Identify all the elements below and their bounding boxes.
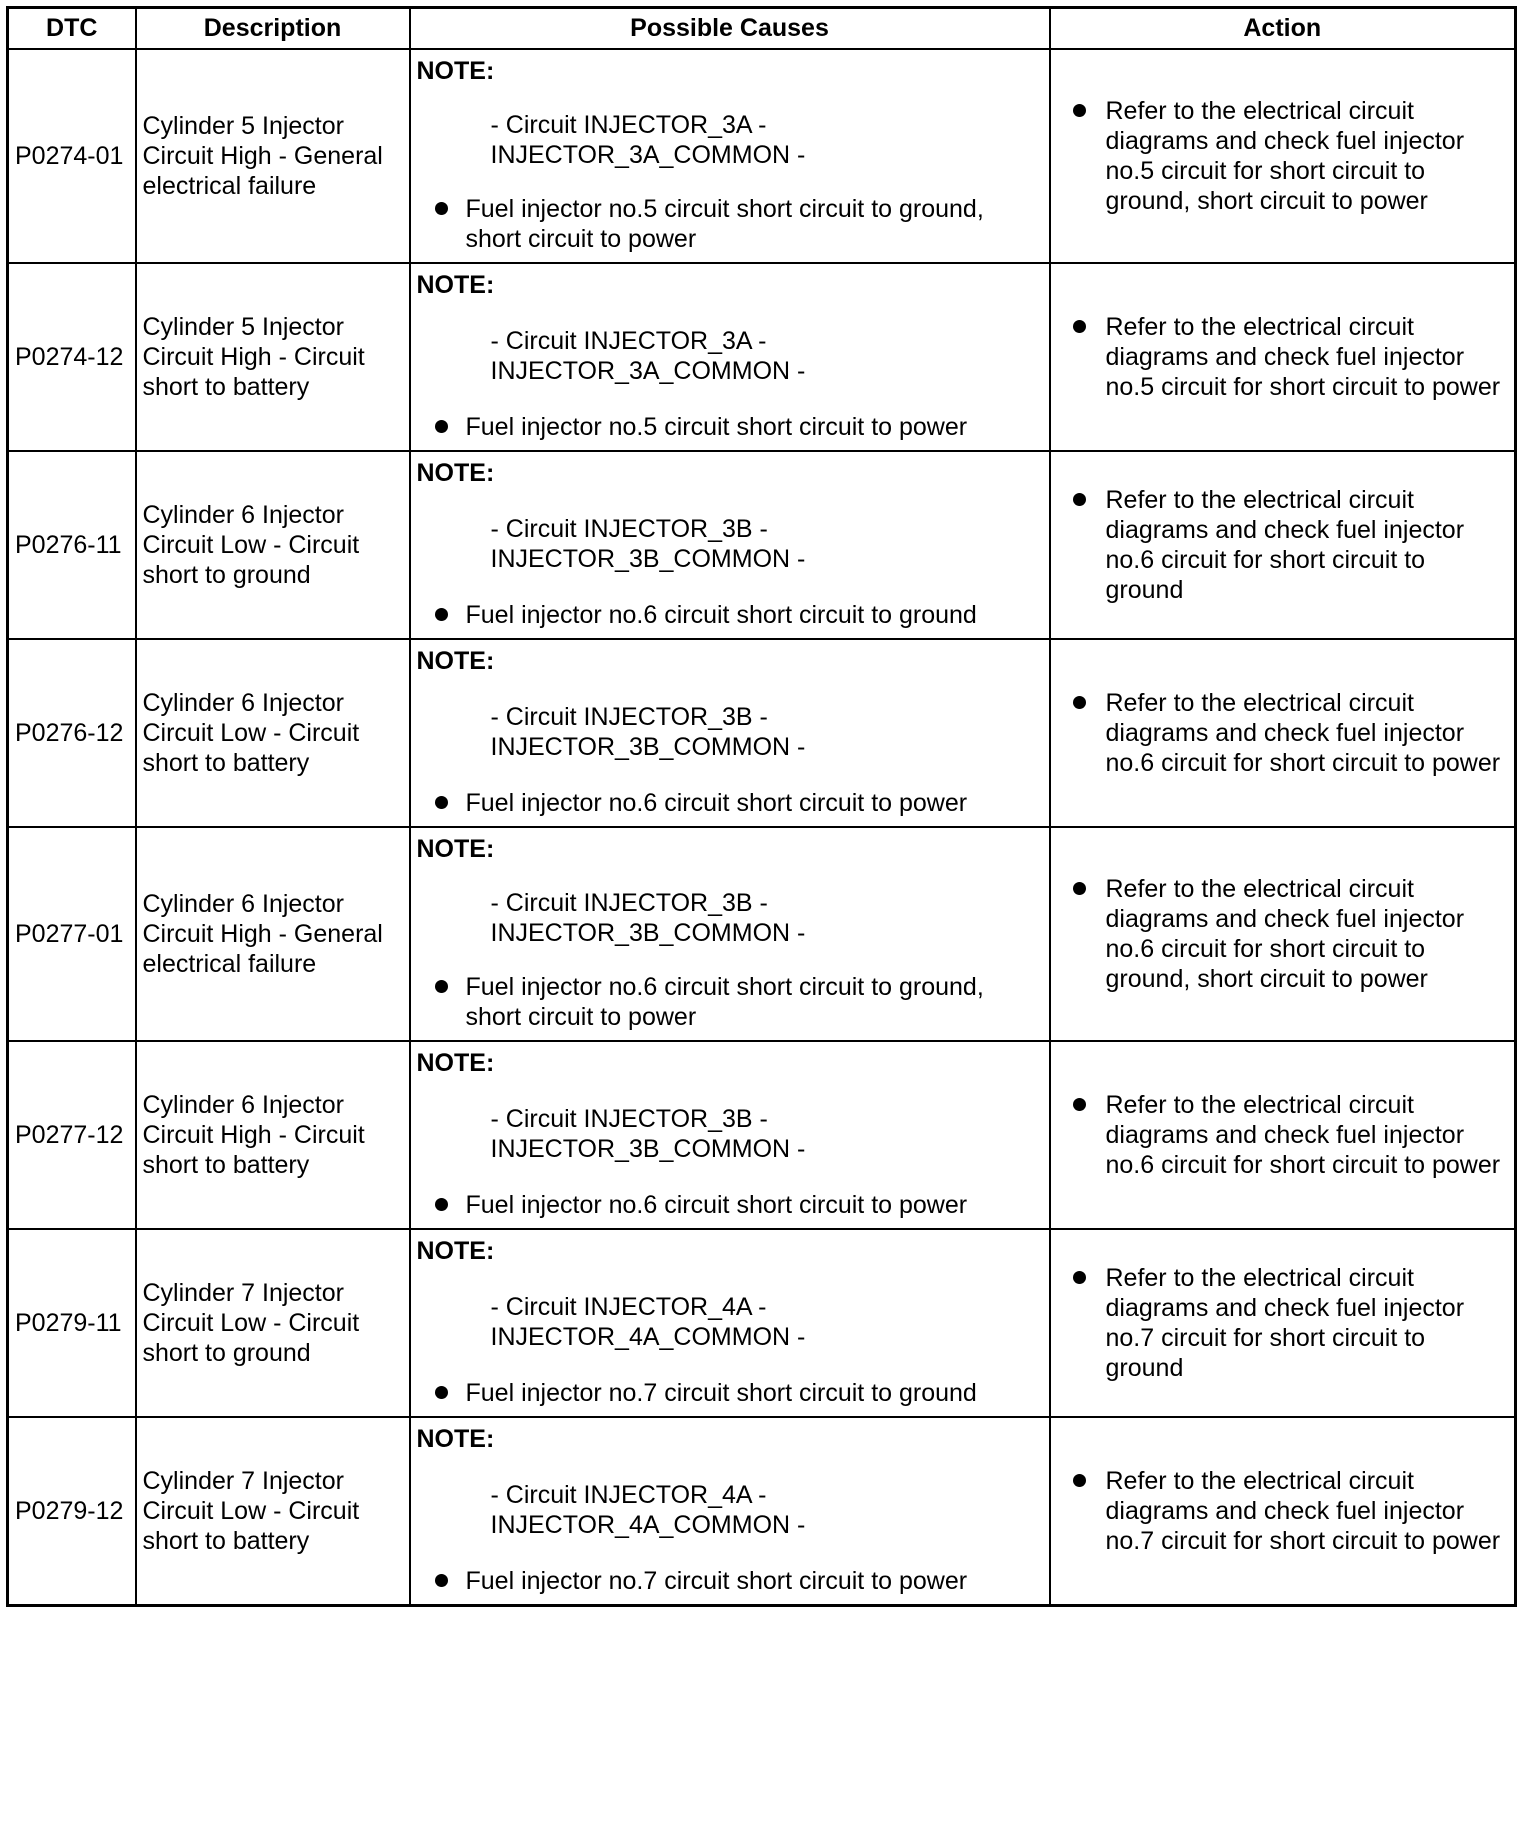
dtc-description: Cylinder 5 Injector Circuit High - General electrical failure	[136, 49, 410, 263]
header-description: Description	[136, 8, 410, 50]
table-row	[8, 1229, 1516, 1417]
action-cell	[1050, 639, 1516, 827]
cause-text: Fuel injector no.6 circuit short circuit to ground, short circuit to power	[465, 973, 984, 1031]
table-row	[8, 827, 1516, 1041]
dtc-description: Cylinder 5 Injector Circuit High - Circuit short to battery	[136, 263, 410, 451]
dtc-code: P0277-12	[8, 1041, 136, 1229]
action-list-item	[1051, 874, 1515, 994]
circuit-reference: - Circuit INJECTOR_3B - INJECTOR_3B_COMMON -	[490, 703, 806, 761]
bullet-icon	[435, 608, 448, 621]
possible-causes-content	[411, 828, 1049, 1036]
possible-causes-cell	[410, 49, 1050, 263]
bullet-icon	[1073, 696, 1086, 709]
dtc-description: Cylinder 6 Injector Circuit Low - Circuit short to battery	[136, 639, 410, 827]
cause-text: Fuel injector no.7 circuit short circuit to power	[465, 1567, 968, 1595]
circuit-reference: - Circuit INJECTOR_3B - INJECTOR_3B_COMMON -	[490, 1105, 806, 1163]
header-dtc: DTC	[8, 8, 136, 50]
cause-list-item	[417, 972, 1043, 1032]
bullet-icon	[1073, 882, 1086, 895]
action-list-item	[1051, 688, 1515, 778]
action-list-item	[1051, 312, 1515, 402]
action-cell	[1050, 1041, 1516, 1229]
dtc-description: Cylinder 6 Injector Circuit High - General electrical failure	[136, 827, 410, 1041]
action-text: Refer to the electrical circuit diagrams and check fuel injector no.5 circuit for short circuit to power	[1105, 313, 1501, 401]
note-label: NOTE:	[416, 57, 495, 85]
action-text: Refer to the electrical circuit diagrams and check fuel injector no.6 circuit for short circuit to ground, short circuit to power	[1105, 875, 1465, 993]
table-row	[8, 263, 1516, 451]
cause-list-item	[417, 1190, 1043, 1220]
action-text: Refer to the electrical circuit diagrams and check fuel injector no.6 circuit for short circuit to power	[1105, 689, 1501, 777]
note-label: NOTE:	[416, 1237, 495, 1265]
cause-text: Fuel injector no.7 circuit short circuit to ground	[465, 1379, 977, 1407]
dtc-description: Cylinder 7 Injector Circuit Low - Circuit short to battery	[136, 1417, 410, 1606]
circuit-reference: - Circuit INJECTOR_3A - INJECTOR_3A_COMMON -	[490, 111, 806, 169]
bullet-icon	[435, 1574, 448, 1587]
circuit-reference: - Circuit INJECTOR_3B - INJECTOR_3B_COMMON -	[490, 889, 806, 947]
bullet-icon	[1073, 493, 1086, 506]
table-row	[8, 1041, 1516, 1229]
action-text: Refer to the electrical circuit diagrams and check fuel injector no.7 circuit for short circuit to power	[1105, 1467, 1501, 1555]
cause-list-item	[417, 412, 1043, 442]
cause-text: Fuel injector no.5 circuit short circuit to power	[465, 413, 968, 441]
cause-list-item	[417, 1566, 1043, 1596]
cause-text: Fuel injector no.6 circuit short circuit to power	[465, 789, 968, 817]
circuit-reference: - Circuit INJECTOR_3B - INJECTOR_3B_COMMON -	[490, 515, 806, 573]
bullet-icon	[1073, 320, 1086, 333]
table-row	[8, 639, 1516, 827]
action-list-item	[1051, 1263, 1515, 1383]
header-possible-causes: Possible Causes	[410, 8, 1050, 50]
action-cell	[1050, 827, 1516, 1041]
possible-causes-content	[411, 1042, 1049, 1224]
bullet-icon	[1073, 1474, 1086, 1487]
dtc-description: Cylinder 7 Injector Circuit Low - Circuit short to ground	[136, 1229, 410, 1417]
bullet-icon	[1073, 1098, 1086, 1111]
bullet-icon	[435, 980, 448, 993]
bullet-icon	[435, 1198, 448, 1211]
table-row	[8, 451, 1516, 639]
cause-list-item	[417, 600, 1043, 630]
action-cell	[1050, 451, 1516, 639]
cause-text: Fuel injector no.6 circuit short circuit to ground	[465, 601, 977, 629]
dtc-description: Cylinder 6 Injector Circuit High - Circuit short to battery	[136, 1041, 410, 1229]
circuit-reference: - Circuit INJECTOR_3A - INJECTOR_3A_COMMON -	[490, 327, 806, 385]
possible-causes-cell	[410, 827, 1050, 1041]
action-text: Refer to the electrical circuit diagrams and check fuel injector no.7 circuit for short circuit to ground	[1105, 1264, 1465, 1382]
note-label: NOTE:	[416, 1049, 495, 1077]
table-body	[8, 49, 1516, 1606]
note-label: NOTE:	[416, 459, 495, 487]
possible-causes-content	[411, 50, 1049, 258]
dtc-code: P0279-12	[8, 1417, 136, 1606]
note-label: NOTE:	[416, 271, 495, 299]
possible-causes-content	[411, 452, 1049, 634]
cause-text: Fuel injector no.5 circuit short circuit to ground, short circuit to power	[465, 195, 984, 253]
possible-causes-content	[411, 1230, 1049, 1412]
possible-causes-cell	[410, 1229, 1050, 1417]
table-row	[8, 1417, 1516, 1606]
bullet-icon	[435, 420, 448, 433]
circuit-reference: - Circuit INJECTOR_4A - INJECTOR_4A_COMMON -	[490, 1481, 806, 1539]
bullet-icon	[1073, 1271, 1086, 1284]
bullet-icon	[435, 202, 448, 215]
action-cell	[1050, 49, 1516, 263]
possible-causes-cell	[410, 263, 1050, 451]
action-cell	[1050, 1229, 1516, 1417]
possible-causes-cell	[410, 1041, 1050, 1229]
cause-list-item	[417, 194, 1043, 254]
dtc-code: P0274-01	[8, 49, 136, 263]
cause-text: Fuel injector no.6 circuit short circuit to power	[465, 1191, 968, 1219]
cause-list-item	[417, 1378, 1043, 1408]
dtc-code: P0274-12	[8, 263, 136, 451]
action-list-item	[1051, 1090, 1515, 1180]
table-header-row	[8, 8, 1516, 50]
dtc-code: P0276-12	[8, 639, 136, 827]
action-text: Refer to the electrical circuit diagrams and check fuel injector no.5 circuit for short circuit to ground, short circuit to power	[1105, 97, 1465, 215]
possible-causes-cell	[410, 451, 1050, 639]
action-text: Refer to the electrical circuit diagrams and check fuel injector no.6 circuit for short circuit to ground	[1105, 486, 1465, 604]
action-text: Refer to the electrical circuit diagrams and check fuel injector no.6 circuit for short circuit to power	[1105, 1091, 1501, 1179]
dtc-table	[6, 6, 1517, 1607]
bullet-icon	[1073, 104, 1086, 117]
bullet-icon	[435, 1386, 448, 1399]
action-cell	[1050, 1417, 1516, 1606]
possible-causes-content	[411, 640, 1049, 822]
dtc-description: Cylinder 6 Injector Circuit Low - Circuit short to ground	[136, 451, 410, 639]
bullet-icon	[435, 796, 448, 809]
note-label: NOTE:	[416, 835, 495, 863]
circuit-reference: - Circuit INJECTOR_4A - INJECTOR_4A_COMMON -	[490, 1293, 806, 1351]
action-list-item	[1051, 1466, 1515, 1556]
cause-list-item	[417, 788, 1043, 818]
possible-causes-cell	[410, 1417, 1050, 1606]
action-cell	[1050, 263, 1516, 451]
dtc-code: P0279-11	[8, 1229, 136, 1417]
note-label: NOTE:	[416, 1425, 495, 1453]
dtc-code: P0277-01	[8, 827, 136, 1041]
table-row	[8, 49, 1516, 263]
possible-causes-cell	[410, 639, 1050, 827]
action-list-item	[1051, 485, 1515, 605]
dtc-code: P0276-11	[8, 451, 136, 639]
possible-causes-content	[411, 264, 1049, 446]
note-label: NOTE:	[416, 647, 495, 675]
action-list-item	[1051, 96, 1515, 216]
header-action: Action	[1050, 8, 1516, 50]
possible-causes-content	[411, 1418, 1049, 1600]
